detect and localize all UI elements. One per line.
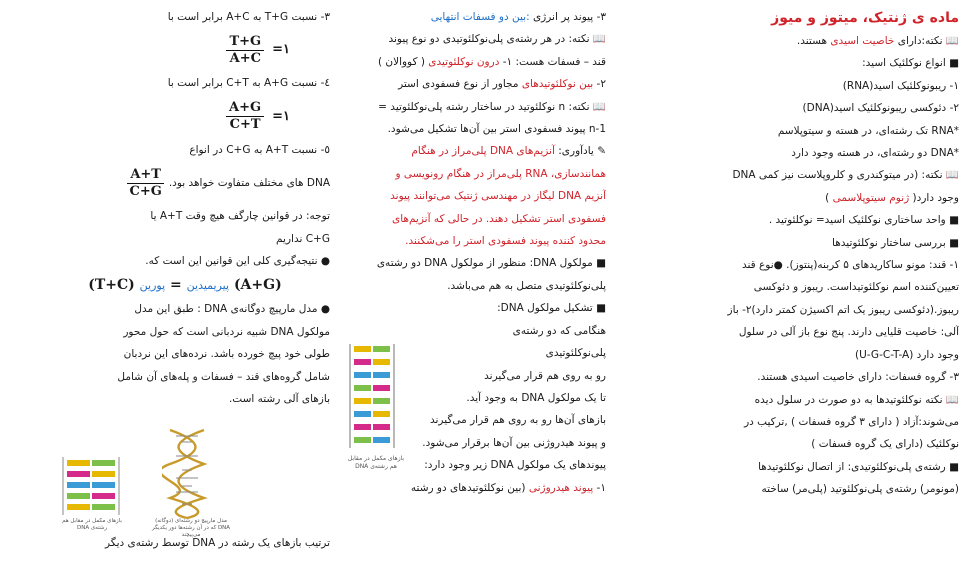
ladder-caption: بازهای مکمل در مقابل هم رشته‌ی DNA bbox=[347, 455, 405, 470]
middle-line-13 bbox=[344, 297, 606, 319]
note-line-2: C+G نداریم bbox=[276, 232, 330, 245]
rule-3: ۳- نسبت T+G به A+C برابر است با bbox=[167, 11, 330, 23]
base-pair-left bbox=[354, 411, 371, 417]
base-pair-left bbox=[354, 359, 371, 365]
text-segment: *RNA تک رشته‌ای، در هسته و سیتوپلاسم bbox=[777, 124, 959, 137]
text-segment: وجود دارد( bbox=[909, 191, 959, 204]
middle-column bbox=[338, 0, 620, 575]
middle-line-14 bbox=[344, 320, 606, 342]
right-line-2 bbox=[626, 75, 959, 97]
base-pair-right bbox=[373, 359, 390, 365]
middle-line-0 bbox=[344, 6, 606, 28]
base-pair-right bbox=[373, 424, 390, 430]
middle-line-11 bbox=[344, 252, 606, 274]
text-segment: ■ واحد ساختاری نوکلئیک اسید= نوکلئوتید . bbox=[768, 214, 959, 227]
conclusion: ● نتیجه‌گیری کلی این قوانین این است که. bbox=[145, 255, 330, 268]
base-pair-left bbox=[67, 504, 90, 510]
text-segment: ■ تشکیل مولکول DNA: bbox=[497, 302, 606, 315]
chargaff-formula: (T+C) پیریمیدین = پورین (A+G) bbox=[88, 277, 282, 294]
right-line-14 bbox=[626, 344, 959, 366]
middle-line-7 bbox=[344, 163, 606, 185]
rule-4: ٤- نسبت A+G به C+T برابر است با bbox=[167, 77, 330, 90]
text-segment: خاصیت اسیدی bbox=[830, 35, 895, 47]
base-pairing-caption: بازهای مکمل در مقابل هم رشته‌ی DNA bbox=[62, 518, 122, 531]
right-line-13 bbox=[626, 321, 959, 343]
text-segment: ( کووالان ) bbox=[377, 55, 429, 68]
right-line-16 bbox=[626, 389, 959, 411]
text-segment: 📖 نکته: (در میتوکندری و کلروپلاست نیز کمی DNA bbox=[732, 169, 959, 182]
text-segment: (بین نوکلئوتیدهای دو رشته bbox=[410, 481, 529, 494]
text-segment: درون نوکلئوتیدی bbox=[428, 55, 500, 68]
text-segment: *DNA دو رشته‌ای، در هسته وجود دارد bbox=[791, 147, 959, 160]
base-pair-left bbox=[354, 437, 371, 443]
text-segment: (مونومر) رشته‌ی پلی‌نوکلئوتید (پلی‌مر) ساخته bbox=[761, 483, 959, 496]
text-segment: آنزیم DNA لیگاز در مهندسی ژنتیک می‌توانند پیوند bbox=[390, 190, 606, 203]
right-line-3 bbox=[626, 97, 959, 119]
text-segment: می‌شوند:آزاد ( دارای ۳ گروه فسفات ) ,ترکیب در bbox=[744, 415, 959, 428]
text-segment: پلی‌نوکلئوتیدی متصل به هم می‌باشد. bbox=[447, 279, 606, 292]
text-segment: ) bbox=[825, 191, 833, 204]
base-pair-left bbox=[67, 460, 90, 466]
middle-line-12 bbox=[344, 275, 606, 297]
text-segment: ۱- bbox=[593, 481, 606, 494]
base-pair-right bbox=[92, 504, 115, 510]
text-segment: قند – فسفات هست: ۱- bbox=[499, 55, 606, 68]
base-pair-left bbox=[354, 424, 371, 430]
text-segment: هستند. bbox=[796, 35, 831, 47]
right-line-7 bbox=[626, 187, 959, 209]
text-segment: بین نوکلئوتیدهای bbox=[521, 78, 594, 91]
base-pair-right bbox=[373, 372, 390, 378]
rule-5: ٥- نسبت A+T به C+G در انواع bbox=[189, 143, 330, 156]
text-segment: n-1 پیوند فسفودی استر بین آن‌ها تشکیل می‌شود. bbox=[387, 123, 606, 136]
right-line-18 bbox=[626, 433, 959, 455]
base-pair-left bbox=[354, 385, 371, 391]
right-line-9 bbox=[626, 232, 959, 254]
base-pair-right bbox=[373, 411, 390, 417]
right-line-0 bbox=[626, 30, 959, 52]
right-line-12 bbox=[626, 299, 959, 321]
right-line-6 bbox=[626, 164, 959, 186]
text-segment: پلی‌نوکلئوتیدی bbox=[545, 347, 606, 360]
right-line-5 bbox=[626, 142, 959, 164]
base-pair-right bbox=[373, 398, 390, 404]
text-segment: ریبوز.(دئوکسی ریبوز یک اتم اکسیژن کمتر دارد)۲- باز bbox=[727, 303, 959, 316]
text-segment: وجود دارد (U-G-C-T-A) bbox=[854, 348, 959, 361]
page-title: ماده ی ژنتیک، میتوز و میوز bbox=[771, 10, 959, 26]
text-segment: همانندسازی، RNA پلی‌مراز در هنگام رونویسی و bbox=[395, 167, 606, 180]
right-line-10 bbox=[626, 254, 959, 276]
middle-line-2 bbox=[344, 51, 606, 73]
base-pairing-image bbox=[55, 455, 127, 517]
middle-line-9 bbox=[344, 208, 606, 230]
text-segment: 📖 نکته نوکلئوتیدها به دو صورت در سلول دیده bbox=[754, 393, 959, 406]
base-pair-left bbox=[67, 471, 90, 477]
text-segment: آنزیم‌های DNA پلی‌مراز در هنگام bbox=[411, 145, 555, 158]
text-segment: تا یک مولکول DNA به وجود آید. bbox=[466, 391, 606, 404]
base-pair-right bbox=[92, 493, 115, 499]
middle-lines-top bbox=[344, 6, 606, 297]
text-segment: 📖 نکته: در هر رشته‌ی پلی‌نوکلئوتیدی دو نوع پیوند bbox=[388, 33, 606, 46]
middle-line-3 bbox=[344, 73, 606, 95]
text-segment: ۱- قند: مونو ساکاریدهای ۵ کربنه(پنتوز). ●نوع قند bbox=[741, 259, 959, 272]
right-line-8 bbox=[626, 209, 959, 231]
text-segment: ۳- پیوند پر انرژی bbox=[529, 11, 606, 23]
text-segment: ۳- گروه فسفات: دارای خاصیت اسیدی هستند. bbox=[757, 371, 959, 384]
text-segment: ۲- bbox=[593, 78, 606, 91]
text-segment: تعیین‌کننده اسم نوکلئوتیداست. ریبوز و دئوکسی bbox=[753, 281, 959, 294]
middle-line-4 bbox=[344, 96, 606, 118]
base-pair-right bbox=[92, 471, 115, 477]
text-segment: :بین دو فسفات انتهایی bbox=[430, 11, 530, 23]
text-segment: ■ انواع نوکلئیک اسید: bbox=[862, 57, 959, 70]
text-segment: ۲- دئوکسی ریبونوکلئیک اسید(DNA) bbox=[802, 102, 959, 115]
text-segment: نوکلئیک (دارای یک گروه فسفات ) bbox=[811, 438, 959, 451]
model-line-0: ● مدل مارپیچ دوگانه‌ی DNA : طبق این مدل bbox=[134, 303, 330, 316]
base-pair-left bbox=[354, 346, 371, 352]
text-segment: 📖 نکته: n نوکلئوتید در ساختار رشته پلی‌نوکلئوتید = bbox=[378, 100, 606, 113]
text-segment: پیوند هیدروژنی bbox=[528, 481, 594, 494]
text-segment: هنگامی که دو رشته‌ی bbox=[512, 324, 606, 337]
text-segment: بازهای آن‌ها رو به روی هم قرار می‌گیرند bbox=[429, 414, 606, 427]
base-pair-left bbox=[354, 372, 371, 378]
text-segment: ■ بررسی ساختار نوکلئوتیدها bbox=[832, 236, 959, 249]
text-segment: ■ مولکول DNA: منظور از مولکول DNA دو رشته‌ی bbox=[376, 257, 606, 270]
right-column bbox=[620, 0, 967, 575]
base-pair-right bbox=[92, 460, 115, 466]
text-segment: آلی: خاصیت قلیایی دارند. پنج نوع باز آلی در سلول bbox=[738, 326, 959, 339]
right-line-20 bbox=[626, 478, 959, 500]
model-line-3: شامل گروه‌های قند – فسفات و پله‌های آن شامل bbox=[117, 370, 330, 383]
base-pair-right bbox=[373, 385, 390, 391]
text-segment: فسفودی استر تشکیل دهند. در حالی که آنزیم‌های bbox=[391, 212, 606, 225]
text-segment: ■ رشته‌ی پلی‌نوکلئوتیدی: از اتصال نوکلئوتیدها bbox=[758, 460, 959, 473]
middle-line-6 bbox=[344, 140, 606, 162]
right-line-11 bbox=[626, 276, 959, 298]
base-pair-right bbox=[373, 346, 390, 352]
base-pair-left bbox=[67, 493, 90, 499]
base-pair-right bbox=[373, 437, 390, 443]
middle-line-5 bbox=[344, 118, 606, 140]
text-segment: ✎ یادآوری: bbox=[554, 145, 606, 158]
text-segment: ۱- ریبونوکلئیک اسید(RNA) bbox=[842, 79, 959, 92]
dna-ladder-image bbox=[344, 340, 400, 452]
text-segment: پیوندهای یک مولکول DNA زیر وجود دارد: bbox=[424, 459, 606, 472]
right-lines bbox=[626, 30, 959, 501]
model-line-1: مولکول DNA شبیه نردبانی است که حول محور bbox=[123, 325, 330, 338]
model-line-4: بازهای آلی رشته است. bbox=[228, 393, 330, 406]
base-pair-right bbox=[92, 482, 115, 488]
model-line-2: طولی خود پیچ خورده باشد. نرده‌های این نردبان bbox=[123, 348, 330, 361]
note-line-1: توجه: در قوانین چارگف هیچ وقت A+T یا bbox=[150, 210, 330, 223]
base-pair-left bbox=[354, 398, 371, 404]
text-segment: ژنوم سیتوپلاسمی bbox=[832, 191, 910, 204]
rule-4-fraction: $\frac{A+G}{C+T}$ =۱ bbox=[40, 95, 330, 139]
middle-line-8 bbox=[344, 185, 606, 207]
right-line-1 bbox=[626, 52, 959, 74]
double-helix-model-text bbox=[40, 298, 330, 410]
right-line-4 bbox=[626, 120, 959, 142]
middle-line-21 bbox=[344, 477, 606, 499]
right-line-19 bbox=[626, 456, 959, 478]
right-line-17 bbox=[626, 411, 959, 433]
base-pair-left bbox=[67, 482, 90, 488]
double-helix-caption: مدل مارپیچ دو رشته‌ای (دوگانه) DNA که در آن رشته‌ها دور یکدیگر می‌پیچند bbox=[151, 518, 231, 538]
middle-line-1 bbox=[344, 28, 606, 50]
double-helix-image bbox=[162, 428, 212, 520]
text-segment: رو به روی هم قرار می‌گیرند bbox=[484, 369, 606, 382]
last-line-left: ترتیب بازهای یک رشته در DNA توسط رشته‌ی دیگر bbox=[104, 537, 330, 549]
text-segment: و پیوند هیدروژنی بین آن‌ها برقرار می‌شود. bbox=[422, 436, 606, 449]
rule-5-fraction: DNA های مختلف متفاوت خواهد بود. $\frac{A+T}{C+G}$ bbox=[40, 161, 330, 205]
text-segment: محدود کننده پیوند فسفودی استر را می‌شکنند. bbox=[405, 235, 606, 248]
text-segment: 📖 نکته:دارای bbox=[894, 35, 959, 47]
middle-line-10 bbox=[344, 230, 606, 252]
right-line-15 bbox=[626, 366, 959, 388]
text-segment: مجاور از نوع فسفودی استر bbox=[398, 78, 522, 91]
rule-3-fraction: $\frac{T+G}{A+C}$ =۱ bbox=[40, 28, 330, 72]
